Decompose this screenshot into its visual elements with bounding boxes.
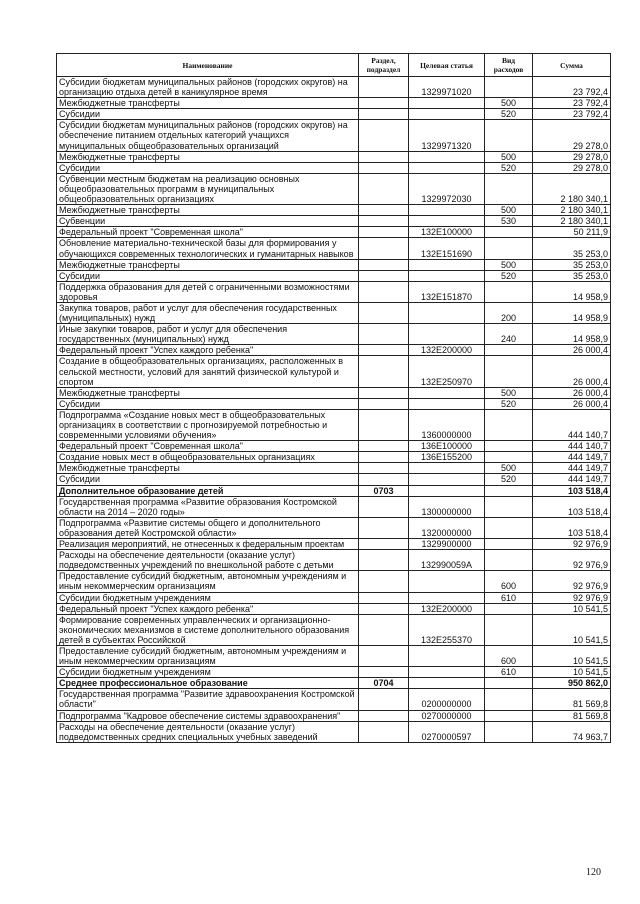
cell-kind: 200 <box>485 302 533 323</box>
cell-kind: 520 <box>485 474 533 485</box>
cell-kind <box>485 452 533 463</box>
cell-section <box>359 162 409 173</box>
cell-sum: 29 278,0 <box>533 151 611 162</box>
cell-article: 1329971320 <box>409 120 485 151</box>
cell-kind <box>485 356 533 387</box>
cell-section <box>359 550 409 571</box>
cell-name: Межбюджетные трансферты <box>57 205 359 216</box>
table-row <box>57 571 611 592</box>
cell-article: 132E200000 <box>409 345 485 356</box>
cell-article <box>409 109 485 120</box>
table-row <box>57 227 611 238</box>
header-article: Целевая статья <box>409 54 485 77</box>
cell-section <box>359 324 409 345</box>
cell-article <box>409 398 485 409</box>
cell-section <box>359 614 409 645</box>
table-row <box>57 216 611 227</box>
cell-sum: 10 541,5 <box>533 645 611 666</box>
cell-name: Подпрограмма «Создание новых мест в общеобразовательных организациях в соответствии с прогнозируемой потребностью и современными условиями обучения» <box>57 409 359 440</box>
cell-kind: 500 <box>485 259 533 270</box>
cell-article: 1360000000 <box>409 409 485 440</box>
cell-name: Поддержка образования для детей с ограниченными возможностями здоровья <box>57 281 359 302</box>
cell-kind: 500 <box>485 463 533 474</box>
table-row <box>57 592 611 603</box>
cell-article: 0200000000 <box>409 689 485 710</box>
cell-sum: 35 253,0 <box>533 270 611 281</box>
cell-name: Создание в общеобразовательных организациях, расположенных в сельской местности, условий для занятий физической культурой и спортом <box>57 356 359 387</box>
cell-section <box>359 539 409 550</box>
cell-section <box>359 356 409 387</box>
cell-name: Субсидии <box>57 270 359 281</box>
cell-section <box>359 259 409 270</box>
cell-kind <box>485 77 533 98</box>
cell-kind <box>485 345 533 356</box>
cell-article: 0270000597 <box>409 721 485 742</box>
table-row <box>57 98 611 109</box>
table-row <box>57 721 611 742</box>
cell-kind: 610 <box>485 667 533 678</box>
cell-name: Государственная программа "Развитие здравоохранения Костромской области" <box>57 689 359 710</box>
cell-section <box>359 409 409 440</box>
cell-name: Субвенции <box>57 216 359 227</box>
cell-name: Субсидии <box>57 474 359 485</box>
header-sum: Сумма <box>533 54 611 77</box>
cell-section <box>359 571 409 592</box>
cell-article: 1329972030 <box>409 173 485 204</box>
cell-name: Межбюджетные трансферты <box>57 98 359 109</box>
budget-table <box>56 53 611 743</box>
table-row <box>57 398 611 409</box>
cell-kind <box>485 409 533 440</box>
cell-name: Федеральный проект "Успех каждого ребенка" <box>57 603 359 614</box>
cell-article <box>409 387 485 398</box>
cell-section <box>359 710 409 721</box>
cell-kind <box>485 689 533 710</box>
cell-name: Расходы на обеспечение деятельности (оказание услуг) подведомственных средних специальных учебных заведений <box>57 721 359 742</box>
cell-kind: 520 <box>485 270 533 281</box>
cell-article <box>409 324 485 345</box>
cell-section <box>359 441 409 452</box>
cell-article: 132990059А <box>409 550 485 571</box>
cell-kind <box>485 517 533 538</box>
cell-section <box>359 517 409 538</box>
cell-name: Субсидии <box>57 162 359 173</box>
cell-name: Федеральный проект "Современная школа" <box>57 227 359 238</box>
cell-kind: 500 <box>485 205 533 216</box>
cell-section <box>359 270 409 281</box>
cell-article <box>409 678 485 689</box>
cell-article: 136E100000 <box>409 441 485 452</box>
cell-sum: 92 976,9 <box>533 539 611 550</box>
cell-name: Дополнительное образование детей <box>57 485 359 496</box>
table-row <box>57 345 611 356</box>
cell-sum: 92 976,9 <box>533 592 611 603</box>
table-row <box>57 539 611 550</box>
cell-article <box>409 216 485 227</box>
cell-article <box>409 463 485 474</box>
cell-name: Реализация мероприятий, не отнесенных к федеральным проектам <box>57 539 359 550</box>
header-section: Раздел, подраздел <box>359 54 409 77</box>
cell-section <box>359 474 409 485</box>
cell-section <box>359 205 409 216</box>
cell-sum: 23 792,4 <box>533 77 611 98</box>
cell-kind <box>485 441 533 452</box>
cell-sum: 14 958,9 <box>533 281 611 302</box>
cell-sum: 2 180 340,1 <box>533 173 611 204</box>
cell-article <box>409 151 485 162</box>
cell-section <box>359 173 409 204</box>
cell-kind <box>485 721 533 742</box>
cell-article: 132E100000 <box>409 227 485 238</box>
table-row <box>57 710 611 721</box>
cell-section <box>359 721 409 742</box>
cell-kind: 520 <box>485 109 533 120</box>
table-row <box>57 485 611 496</box>
table-row <box>57 238 611 259</box>
cell-name: Субсидии <box>57 398 359 409</box>
cell-kind: 500 <box>485 151 533 162</box>
table-row <box>57 689 611 710</box>
cell-name: Расходы на обеспечение деятельности (оказание услуг) подведомственных учреждений по внешкольной работе с детьми <box>57 550 359 571</box>
table-row <box>57 151 611 162</box>
cell-sum: 29 278,0 <box>533 120 611 151</box>
cell-article <box>409 667 485 678</box>
cell-section <box>359 109 409 120</box>
table-row <box>57 162 611 173</box>
table-row <box>57 387 611 398</box>
table-row <box>57 109 611 120</box>
cell-kind: 600 <box>485 645 533 666</box>
cell-section <box>359 98 409 109</box>
cell-article <box>409 162 485 173</box>
table-row <box>57 550 611 571</box>
cell-name: Федеральный проект "Современная школа" <box>57 441 359 452</box>
cell-kind: 530 <box>485 216 533 227</box>
cell-section: 0703 <box>359 485 409 496</box>
cell-article <box>409 302 485 323</box>
cell-section <box>359 238 409 259</box>
cell-article <box>409 98 485 109</box>
table-row <box>57 452 611 463</box>
cell-sum: 26 000,4 <box>533 398 611 409</box>
table-body <box>57 77 611 743</box>
cell-article <box>409 270 485 281</box>
table-row <box>57 173 611 204</box>
page-number: 120 <box>586 867 601 878</box>
cell-name: Государственная программа «Развитие образования Костромской области на 2014 – 2020 годы» <box>57 496 359 517</box>
cell-section <box>359 496 409 517</box>
cell-article <box>409 474 485 485</box>
header-name: Наименование <box>57 54 359 77</box>
cell-sum: 10 541,5 <box>533 614 611 645</box>
cell-name: Федеральный проект "Успех каждого ребенка" <box>57 345 359 356</box>
cell-kind <box>485 678 533 689</box>
cell-kind: 610 <box>485 592 533 603</box>
cell-article: 1329900000 <box>409 539 485 550</box>
cell-name: Среднее профессиональное образование <box>57 678 359 689</box>
cell-sum: 14 958,9 <box>533 302 611 323</box>
table-row <box>57 603 611 614</box>
cell-name: Создание новых мест в общеобразовательных организациях <box>57 452 359 463</box>
cell-kind <box>485 485 533 496</box>
cell-sum: 92 976,9 <box>533 571 611 592</box>
cell-kind <box>485 173 533 204</box>
cell-sum: 23 792,4 <box>533 98 611 109</box>
cell-sum: 103 518,4 <box>533 485 611 496</box>
table-row <box>57 259 611 270</box>
cell-kind <box>485 710 533 721</box>
cell-sum: 10 541,5 <box>533 603 611 614</box>
cell-sum: 26 000,4 <box>533 356 611 387</box>
cell-name: Подпрограмма «Развитие системы общего и дополнительного образования детей Костромской области» <box>57 517 359 538</box>
cell-name: Межбюджетные трансферты <box>57 387 359 398</box>
table-row <box>57 205 611 216</box>
cell-article: 132E250970 <box>409 356 485 387</box>
cell-sum: 81 569,8 <box>533 710 611 721</box>
cell-sum: 103 518,4 <box>533 496 611 517</box>
cell-section <box>359 227 409 238</box>
cell-article: 132E151690 <box>409 238 485 259</box>
cell-name: Предоставление субсидий бюджетным, автономным учреждениям и иным некоммерческим организациям <box>57 571 359 592</box>
cell-kind <box>485 550 533 571</box>
cell-article <box>409 259 485 270</box>
cell-sum: 92 976,9 <box>533 550 611 571</box>
cell-article <box>409 485 485 496</box>
cell-sum: 35 253,0 <box>533 259 611 270</box>
table-row <box>57 441 611 452</box>
cell-section <box>359 398 409 409</box>
cell-sum: 50 211,9 <box>533 227 611 238</box>
cell-kind <box>485 238 533 259</box>
cell-article: 1300000000 <box>409 496 485 517</box>
cell-sum: 26 000,4 <box>533 345 611 356</box>
cell-section <box>359 151 409 162</box>
cell-kind: 500 <box>485 98 533 109</box>
table-row <box>57 324 611 345</box>
cell-section <box>359 345 409 356</box>
table-row <box>57 496 611 517</box>
cell-name: Субсидии бюджетам муниципальных районов (городских округов) на обеспечение питанием отдельных категорий учащихся муниципальных общеобразовательных организаций <box>57 120 359 151</box>
cell-name: Закупка товаров, работ и услуг для обеспечения государственных (муниципальных) нужд <box>57 302 359 323</box>
cell-section <box>359 689 409 710</box>
cell-sum: 74 963,7 <box>533 721 611 742</box>
cell-sum: 444 140,7 <box>533 441 611 452</box>
cell-sum: 14 958,9 <box>533 324 611 345</box>
cell-kind <box>485 496 533 517</box>
table-row <box>57 463 611 474</box>
cell-article: 1329971020 <box>409 77 485 98</box>
cell-name: Субсидии бюджетным учреждениям <box>57 592 359 603</box>
cell-sum: 29 278,0 <box>533 162 611 173</box>
cell-name: Субсидии бюджетным учреждениям <box>57 667 359 678</box>
cell-sum: 103 518,4 <box>533 517 611 538</box>
cell-kind: 240 <box>485 324 533 345</box>
cell-section <box>359 463 409 474</box>
table-row <box>57 614 611 645</box>
table-row <box>57 302 611 323</box>
cell-sum: 81 569,8 <box>533 689 611 710</box>
cell-section <box>359 387 409 398</box>
cell-section <box>359 667 409 678</box>
cell-article: 1320000000 <box>409 517 485 538</box>
cell-section <box>359 281 409 302</box>
cell-name: Предоставление субсидий бюджетным, автономным учреждениям и иным некоммерческим организациям <box>57 645 359 666</box>
cell-section <box>359 216 409 227</box>
budget-table-sheet <box>56 53 610 743</box>
cell-article: 132E200000 <box>409 603 485 614</box>
cell-name: Субсидии бюджетам муниципальных районов (городских округов) на организацию отдыха детей в каникулярное время <box>57 77 359 98</box>
cell-name: Обновление материально-технической базы для формирования у обучающихся современных технологических и гуманитарных навыков <box>57 238 359 259</box>
cell-sum: 950 862,0 <box>533 678 611 689</box>
cell-sum: 26 000,4 <box>533 387 611 398</box>
cell-sum: 444 140,7 <box>533 409 611 440</box>
cell-sum: 23 792,4 <box>533 109 611 120</box>
cell-sum: 444 149,7 <box>533 474 611 485</box>
cell-name: Межбюджетные трансферты <box>57 259 359 270</box>
cell-article <box>409 571 485 592</box>
cell-sum: 444 149,7 <box>533 463 611 474</box>
cell-sum: 35 253,0 <box>533 238 611 259</box>
cell-kind <box>485 539 533 550</box>
cell-article: 0270000000 <box>409 710 485 721</box>
table-row <box>57 270 611 281</box>
table-row <box>57 667 611 678</box>
cell-name: Субвенции местным бюджетам на реализацию основных общеобразовательных программ в муниципальных общеобразовательных организациях <box>57 173 359 204</box>
cell-section <box>359 645 409 666</box>
cell-kind <box>485 603 533 614</box>
cell-kind: 520 <box>485 398 533 409</box>
cell-kind <box>485 281 533 302</box>
cell-name: Межбюджетные трансферты <box>57 151 359 162</box>
cell-name: Субсидии <box>57 109 359 120</box>
cell-kind: 520 <box>485 162 533 173</box>
table-row <box>57 678 611 689</box>
cell-name: Иные закупки товаров, работ и услуг для обеспечения государственных (муниципальных) нужд <box>57 324 359 345</box>
cell-sum: 2 180 340,1 <box>533 216 611 227</box>
cell-kind <box>485 227 533 238</box>
cell-name: Межбюджетные трансферты <box>57 463 359 474</box>
cell-article: 136E155200 <box>409 452 485 463</box>
table-row <box>57 120 611 151</box>
cell-section <box>359 452 409 463</box>
cell-kind: 600 <box>485 571 533 592</box>
cell-article <box>409 645 485 666</box>
cell-section <box>359 120 409 151</box>
table-row <box>57 409 611 440</box>
table-header-row <box>57 54 611 77</box>
cell-section: 0704 <box>359 678 409 689</box>
cell-section <box>359 603 409 614</box>
cell-sum: 2 180 340,1 <box>533 205 611 216</box>
cell-article <box>409 205 485 216</box>
cell-article: 132E151870 <box>409 281 485 302</box>
cell-section <box>359 592 409 603</box>
cell-section <box>359 77 409 98</box>
header-kind: Вид расходов <box>485 54 533 77</box>
table-row <box>57 474 611 485</box>
cell-name: Подпрограмма "Кадровое обеспечение системы здравоохранения" <box>57 710 359 721</box>
table-row <box>57 517 611 538</box>
table-row <box>57 645 611 666</box>
table-row <box>57 281 611 302</box>
cell-kind: 500 <box>485 387 533 398</box>
cell-article: 132E255370 <box>409 614 485 645</box>
cell-kind <box>485 120 533 151</box>
cell-kind <box>485 614 533 645</box>
cell-sum: 10 541,5 <box>533 667 611 678</box>
table-row <box>57 77 611 98</box>
cell-section <box>359 302 409 323</box>
cell-name: Формирование современных управленческих и организационно-экономических механизмов в системе дополнительного образования детей в субъектах Российской <box>57 614 359 645</box>
cell-article <box>409 592 485 603</box>
table-row <box>57 356 611 387</box>
cell-sum: 444 149,7 <box>533 452 611 463</box>
